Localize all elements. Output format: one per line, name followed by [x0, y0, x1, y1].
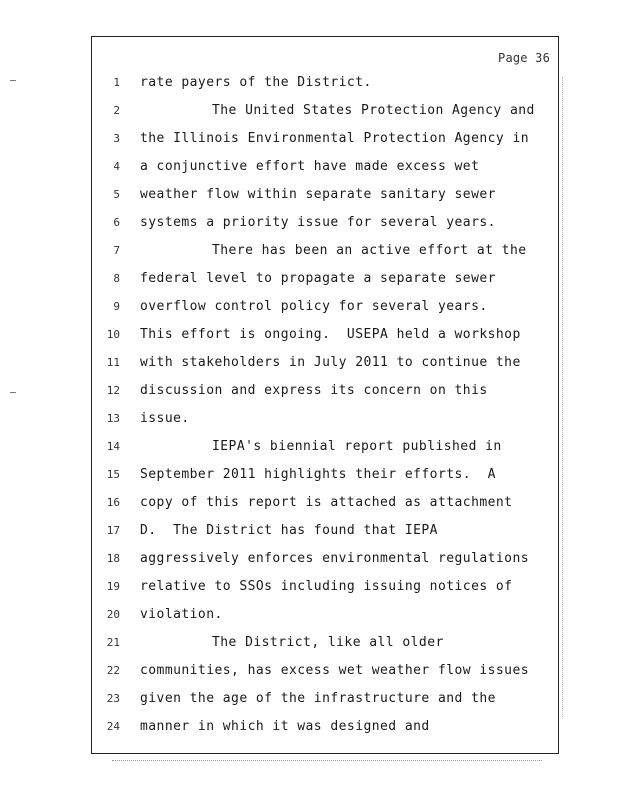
line-number: 16	[106, 496, 120, 509]
line-text: systems a priority issue for several years.	[140, 215, 496, 230]
transcript-line	[92, 465, 558, 485]
line-text: The United States Protection Agency and	[212, 103, 535, 118]
line-number: 15	[106, 468, 120, 481]
line-text: federal level to propagate a separate sewer	[140, 271, 496, 286]
line-number: 2	[113, 104, 120, 117]
line-text: D. The District has found that IEPA	[140, 523, 438, 538]
transcript-line	[92, 353, 558, 373]
transcript-line	[92, 129, 558, 149]
line-text: copy of this report is attached as attachment	[140, 495, 513, 510]
line-text: rate payers of the District.	[140, 75, 372, 90]
line-text: aggressively enforces environmental regulations	[140, 551, 530, 566]
transcript-line	[92, 437, 558, 457]
line-text: communities, has excess wet weather flow issues	[140, 663, 530, 678]
line-number: 8	[113, 272, 120, 285]
right-edge-marks	[561, 77, 563, 717]
line-text: violation.	[140, 607, 223, 622]
line-text: with stakeholders in July 2011 to continue the	[140, 355, 521, 370]
line-number: 17	[106, 524, 120, 537]
transcript-line	[92, 605, 558, 625]
line-text: issue.	[140, 411, 190, 426]
transcript-page	[91, 36, 559, 754]
transcript-line	[92, 381, 558, 401]
line-number: 21	[106, 636, 120, 649]
transcript-line	[92, 717, 558, 737]
transcript-line	[92, 521, 558, 541]
line-number: 23	[106, 692, 120, 705]
scan-speck	[10, 392, 16, 393]
line-number: 13	[106, 412, 120, 425]
line-text: the Illinois Environmental Protection Agency in	[140, 131, 530, 146]
transcript-line	[92, 577, 558, 597]
line-number: 19	[106, 580, 120, 593]
line-number: 20	[106, 608, 120, 621]
line-number: 24	[106, 720, 120, 733]
transcript-line	[92, 241, 558, 261]
line-text: The District, like all older	[212, 635, 444, 650]
transcript-line	[92, 325, 558, 345]
transcript-line	[92, 101, 558, 121]
line-text: IEPA's biennial report published in	[212, 439, 502, 454]
transcript-line	[92, 661, 558, 681]
line-number: 10	[106, 328, 120, 341]
line-number: 18	[106, 552, 120, 565]
line-number: 6	[113, 216, 120, 229]
line-text: September 2011 highlights their efforts. A	[140, 467, 496, 482]
line-text: given the age of the infrastructure and the	[140, 691, 496, 706]
transcript-line	[92, 689, 558, 709]
line-number: 9	[113, 300, 120, 313]
line-number: 4	[113, 160, 120, 173]
line-text: weather flow within separate sanitary sewer	[140, 187, 496, 202]
line-text: a conjunctive effort have made excess wet	[140, 159, 480, 174]
footer-scan-rule	[112, 760, 542, 761]
line-number: 5	[113, 188, 120, 201]
line-number: 1	[113, 76, 120, 89]
line-number: 22	[106, 664, 120, 677]
transcript-line	[92, 213, 558, 233]
transcript-line	[92, 493, 558, 513]
page-number: Page 36	[498, 51, 550, 65]
line-number: 12	[106, 384, 120, 397]
line-number: 14	[106, 440, 120, 453]
line-text: relative to SSOs including issuing notices of	[140, 579, 513, 594]
line-number: 7	[113, 244, 120, 257]
line-text: There has been an active effort at the	[212, 243, 527, 258]
line-number: 3	[113, 132, 120, 145]
transcript-line	[92, 157, 558, 177]
transcript-line	[92, 549, 558, 569]
transcript-line	[92, 73, 558, 93]
transcript-line	[92, 297, 558, 317]
line-text: discussion and express its concern on this	[140, 383, 488, 398]
transcript-line	[92, 633, 558, 653]
transcript-line	[92, 269, 558, 289]
transcript-line	[92, 185, 558, 205]
transcript-line	[92, 409, 558, 429]
scan-speck	[10, 80, 16, 81]
line-text: overflow control policy for several years.	[140, 299, 488, 314]
line-number: 11	[106, 356, 120, 369]
line-text: manner in which it was designed and	[140, 719, 430, 734]
line-text: This effort is ongoing. USEPA held a workshop	[140, 327, 521, 342]
